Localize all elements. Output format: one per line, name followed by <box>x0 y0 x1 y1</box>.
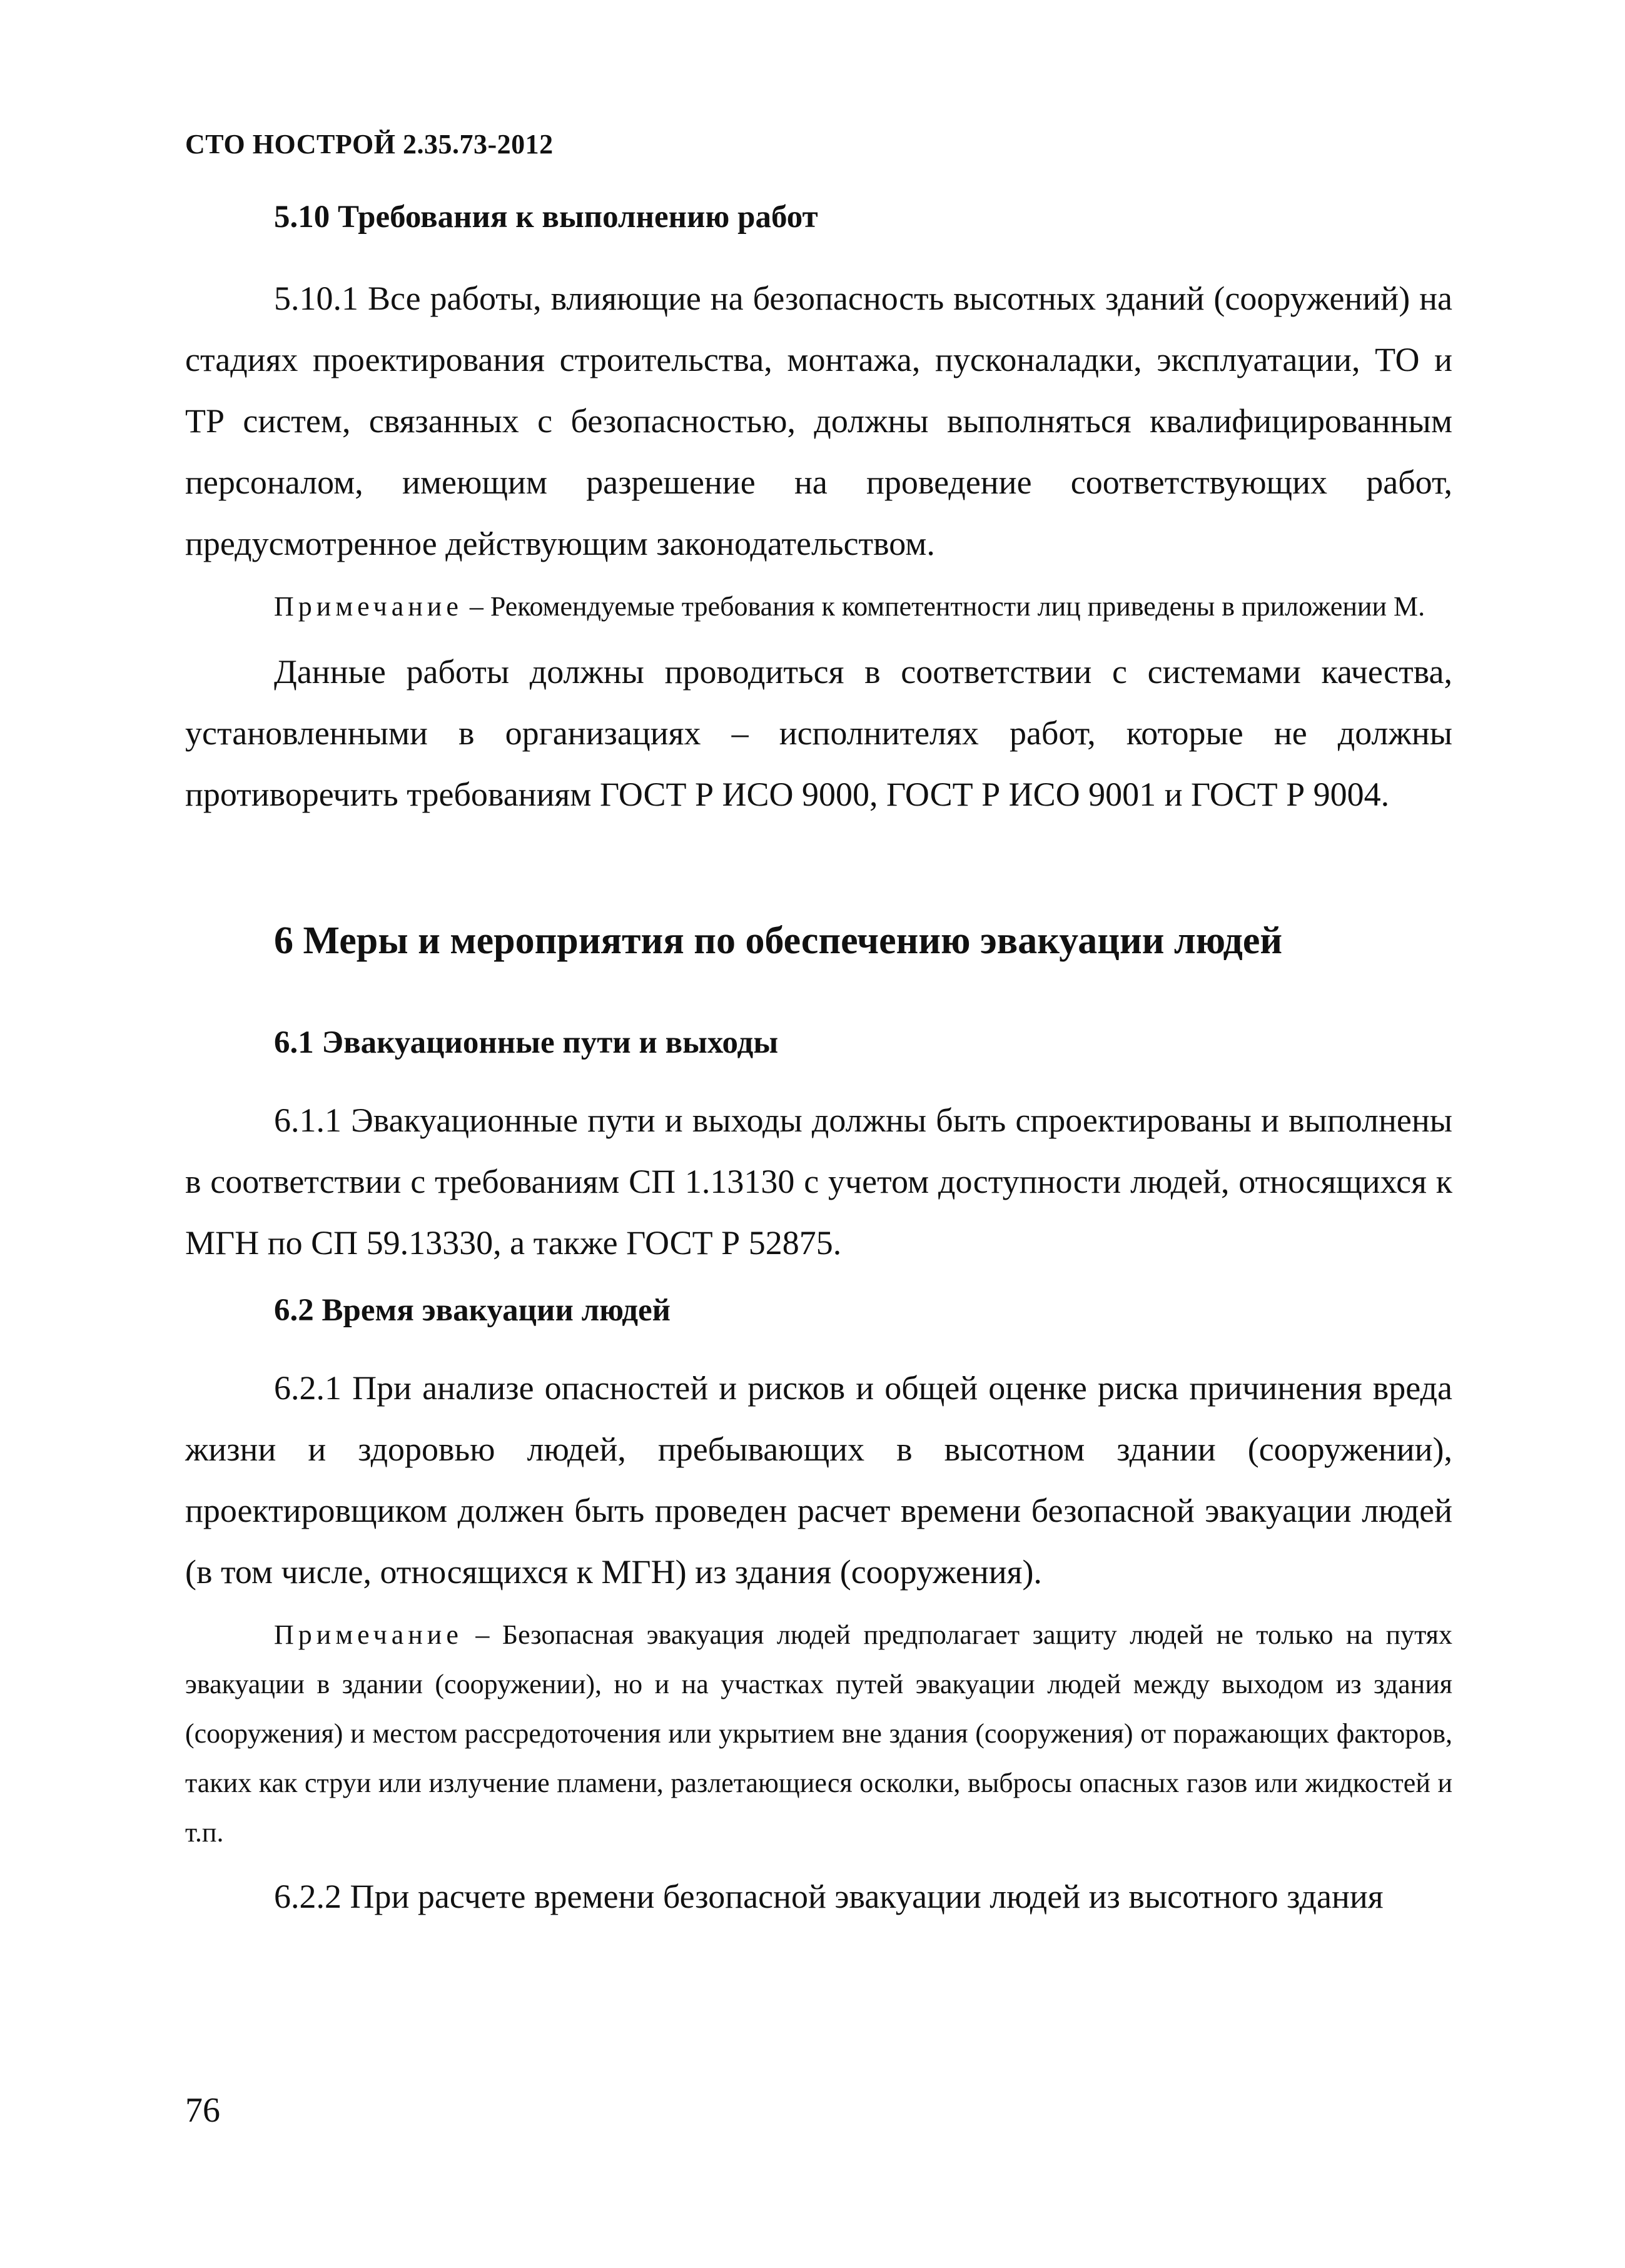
paragraph-5-10-1: 5.10.1 Все работы, влияющие на безопасность высотных зданий (сооружений) на стадиях проектирования строительства, монтажа, пусконаладки, эксплуатации, ТО и ТР систем, связанных с безопасностью, должны выполняться квалифицированным персоналом, имеющим разрешение на проведение соответствующих работ, предусмотренное действующим законодательством. <box>185 280 1452 562</box>
section-5-10-title: 5.10 Требования к выполнению работ <box>274 200 818 235</box>
page-body <box>185 199 1452 1927</box>
note-label: Примечание <box>274 591 463 622</box>
note-label: Примечание <box>274 1619 463 1650</box>
page-number: 76 <box>185 2091 220 2130</box>
note-text: – Рекомендуемые требования к компетентности лиц приведены в приложении М. <box>462 591 1425 622</box>
paragraph-6-2-1: 6.2.1 При анализе опасностей и рисков и общей оценке риска причинения вреда жизни и здоровью людей, пребывающих в высотном здании (сооружении), проектировщиком должен быть проведен расчет времени безопасной эвакуации людей (в том числе, относящихся к МГН) из здания (сооружения). <box>185 1369 1452 1591</box>
note-6-2-1 <box>185 1610 1452 1857</box>
paragraph-6-2-2: 6.2.2 При расчете времени безопасной эвакуации людей из высотного здания <box>274 1878 1384 1915</box>
paragraph-5-10-quality: Данные работы должны проводиться в соответствии с системами качества, установленными в организациях – исполнителях работ, которые не должны противоречить требованиям ГОСТ Р ИСО 9000, ГОСТ Р ИСО 9001 и ГОСТ Р 9004. <box>185 653 1452 813</box>
section-6-1-title: 6.1 Эвакуационные пути и выходы <box>274 1025 779 1060</box>
note-5-10-1 <box>185 582 1452 631</box>
section-6-2-title: 6.2 Время эвакуации людей <box>274 1293 671 1328</box>
paragraph-6-1-1: 6.1.1 Эвакуационные пути и выходы должны быть спроектированы и выполнены в соответствии с требованиям СП 1.13130 с учетом доступности людей, относящихся к МГН по СП 59.13330, а также ГОСТ Р 52875. <box>185 1101 1452 1262</box>
chapter-6-title: 6 Меры и мероприятия по обеспечению эвакуации людей <box>274 919 1283 962</box>
document-code-header: СТО НОСТРОЙ 2.35.73-2012 <box>185 129 554 159</box>
note-text: – Безопасная эвакуация людей предполагает защиту людей не только на путях эвакуации в здании (сооружении), но и на участках путей эвакуации людей между выходом из здания (сооружения) и местом рассредоточения или укрытием вне здания (сооружения) от поражающих факторов, таких как струи или излучение пламени, разлетающиеся осколки, выбросы опасных газов или жидкостей и т.п. <box>185 1619 1452 1848</box>
